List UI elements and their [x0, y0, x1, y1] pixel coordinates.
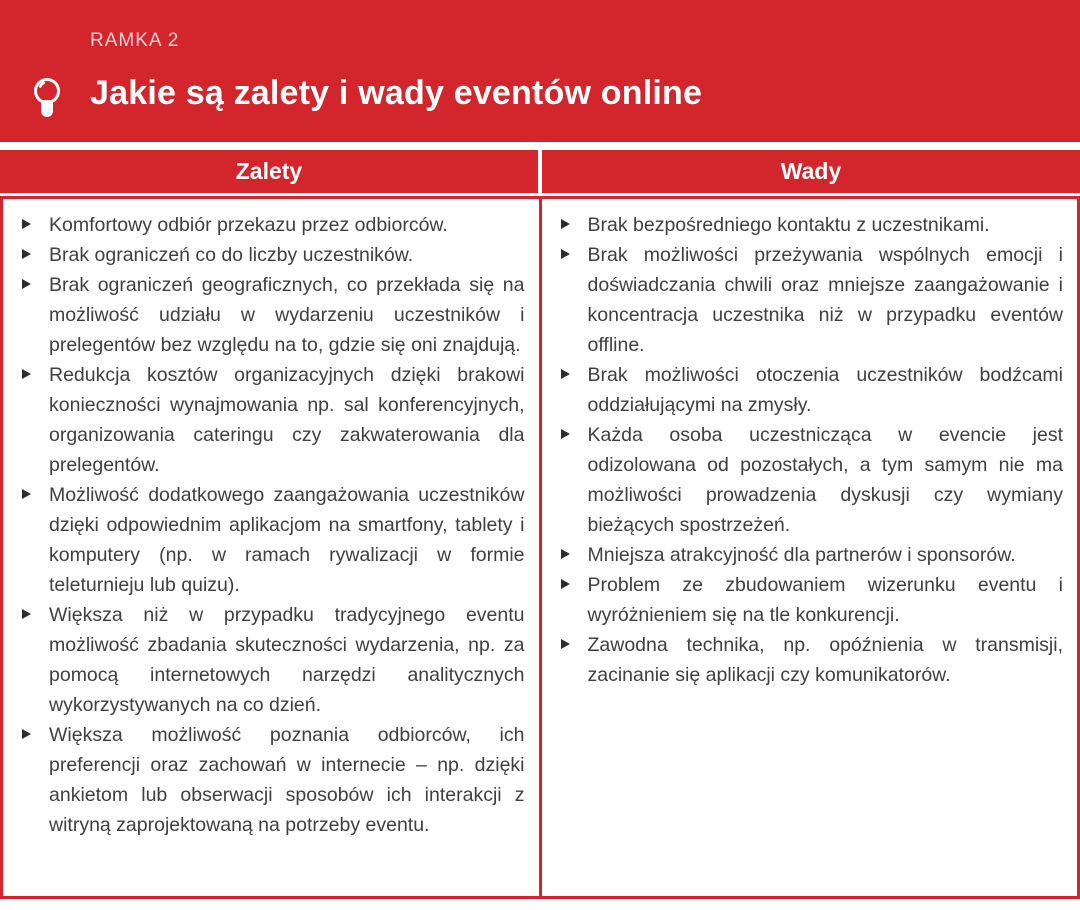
list-item-text: Brak możliwości otoczenia uczestników bodźcami oddziałującymi na zmysły.	[587, 364, 1063, 416]
advantages-column	[3, 199, 539, 896]
list-item-text: Komfortowy odbiór przekazu przez odbiorców.	[49, 214, 448, 236]
advantages-list	[19, 210, 525, 840]
bullet-icon	[22, 279, 31, 289]
list-item	[558, 570, 1064, 630]
bullet-icon	[22, 369, 31, 379]
list-item-text: Mniejsza atrakcyjność dla partnerów i sponsorów.	[587, 544, 1016, 566]
table-header-zalety: Zalety	[0, 150, 538, 193]
banner	[0, 0, 1080, 142]
list-item	[19, 270, 525, 360]
bullet-icon	[561, 639, 570, 649]
list-item	[558, 630, 1064, 690]
bullet-icon	[561, 249, 570, 259]
bullet-icon	[22, 219, 31, 229]
list-item	[558, 360, 1064, 420]
bullet-icon	[561, 579, 570, 589]
bullet-icon	[561, 369, 570, 379]
list-item-text: Problem ze zbudowaniem wizerunku eventu i wyróżnieniem się na tle konkurencji.	[587, 574, 1063, 626]
page-title: Jakie są zalety i wady eventów online	[90, 74, 703, 112]
list-item	[19, 600, 525, 720]
list-item	[558, 210, 1064, 240]
bullet-icon	[22, 609, 31, 619]
list-item-text: Zawodna technika, np. opóźnienia w transmisji, zacinanie się aplikacji czy komunikatorów.	[587, 634, 1063, 686]
bullet-icon	[561, 429, 570, 439]
list-item	[558, 420, 1064, 540]
disadvantages-list	[558, 210, 1064, 690]
list-item-text: Brak ograniczeń co do liczby uczestników.	[49, 244, 414, 266]
table-header-wady: Wady	[542, 150, 1080, 193]
list-item-text: Brak ograniczeń geograficznych, co przekłada się na możliwość udziału w wydarzeniu uczestników i prelegentów bez względu na to, gdzie się oni znajdują.	[49, 274, 525, 356]
bullet-icon	[561, 549, 570, 559]
bullet-icon	[22, 489, 31, 499]
list-item	[558, 540, 1064, 570]
table-body	[0, 196, 1080, 899]
disadvantages-column	[542, 199, 1078, 896]
list-item-text: Możliwość dodatkowego zaangażowania uczestników dzięki odpowiednim aplikacjom na smartfony, tablety i komputery (np. w ramach rywalizacji w formie teleturnieju lub quizu).	[49, 484, 525, 596]
list-item	[558, 240, 1064, 360]
divider-gap	[0, 142, 1080, 150]
lightbulb-icon	[30, 76, 64, 129]
list-item-text: Brak bezpośredniego kontaktu z uczestnikami.	[587, 214, 990, 236]
list-item	[19, 720, 525, 840]
bullet-icon	[22, 249, 31, 259]
list-item-text: Większa niż w przypadku tradycyjnego eventu możliwość zbadania skuteczności wydarzenia, np. za pomocą internetowych narzędzi analitycznych wykorzystywanych na co dzień.	[49, 604, 525, 716]
list-item-text: Brak możliwości przeżywania wspólnych emocji i doświadczania chwili oraz mniejsze zaangażowanie i koncentracja uczestnika niż w przypadku eventów offline.	[587, 244, 1063, 356]
table-header-row	[0, 150, 1080, 193]
bullet-icon	[561, 219, 570, 229]
bottom-margin	[0, 899, 1080, 910]
list-item-text: Każda osoba uczestnicząca w evencie jest odizolowana od pozostałych, a tym samym nie ma możliwości prowadzenia dyskusji czy wymiany bieżących spostrzeżeń.	[587, 424, 1063, 536]
list-item	[19, 480, 525, 600]
list-item	[19, 210, 525, 240]
list-item	[19, 360, 525, 480]
ramka-label: RAMKA 2	[90, 30, 180, 51]
bullet-icon	[22, 729, 31, 739]
list-item-text: Redukcja kosztów organizacyjnych dzięki brakowi konieczności wynajmowania np. sal konferencyjnych, organizowania cateringu czy zakwaterowania dla prelegentów.	[49, 364, 525, 476]
list-item-text: Większa możliwość poznania odbiorców, ich preferencji oraz zachowań w internecie – np. dzięki ankietom lub obserwacji sposobów ich interakcji z witryną zaprojektowaną na potrzeby eventu.	[49, 724, 525, 836]
list-item	[19, 240, 525, 270]
